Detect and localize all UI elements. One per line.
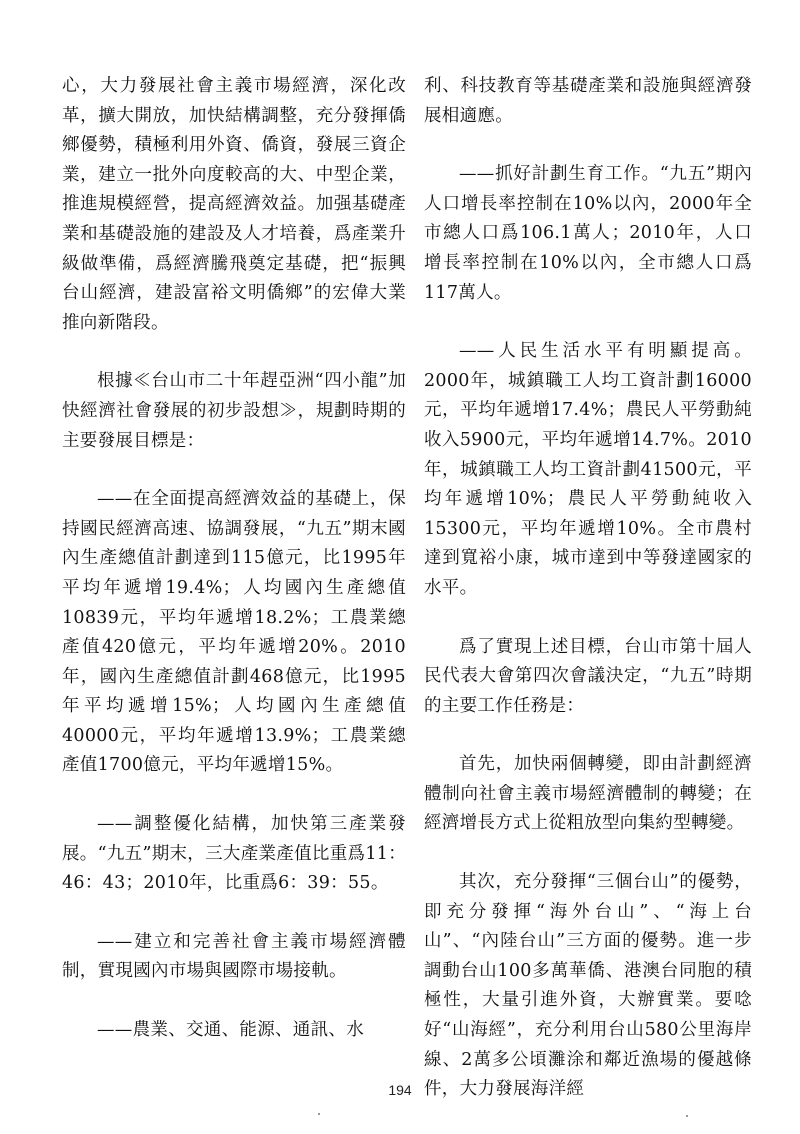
scan-speck	[318, 1113, 320, 1115]
paragraph-first-task: 首先，加快兩個轉變，即由計劃經濟體制向社會主義市場經濟體制的轉變；在經濟增長方式上從粗放型向集約型轉變。	[424, 754, 752, 834]
paragraph-structure: ——調整優化結構，加快第三產業發展。“九五”期末，三大產業產值比重爲11：46：43；2010年，比重爲6：39：55。	[62, 814, 406, 894]
paragraph-targets-intro: 根據≪台山市二十年趕亞洲“四小龍”加快經濟社會發展的初步設想≫，規劃時期的主要發展目標是：	[62, 371, 406, 451]
paragraph-market-system: ——建立和完善社會主義市場經濟體制，實現國內市場與國際市場接軌。	[62, 931, 406, 982]
paragraph-tasks-intro: 爲了實現上述目標，台山市第十屆人民代表大會第四次會議決定，“九五”時期的主要工作任務是：	[424, 636, 752, 716]
paragraph-infrastructure-start: ——農業、交通、能源、通訊、水	[97, 1020, 364, 1041]
paragraph-continuation: 心，大力發展社會主義市場經濟，深化改革，擴大開放，加快結構調整，充分發揮僑鄉優勢，積極利用外資、僑資，發展三資企業，建立一批外向度較高的大、中型企業，推進規模經營，提高經濟效益。加强基礎產業和基礎設施的建設及人才培養，爲產業升級做準備，爲經濟騰飛奠定基礎，把“振興台山經濟，建設富裕文明僑鄉”的宏偉大業推向新階段。	[62, 76, 406, 333]
right-column	[424, 72, 752, 1134]
paragraph-infrastructure-end: 利、科技教育等基礎產業和設施與經濟發展相適應。	[424, 76, 752, 126]
paragraph-gdp-target: ——在全面提高經濟效益的基礎上，保持國民經濟高速、協調發展，“九五”期末國內生產總值計劃達到115億元，比1995年平均年遞增19.4%；人均國內生產總值10839元，平均年遞增18.2%；工農業總產值420億元，平均年遞增20%。2010年，國內生產總值計劃468億元，比1995年平均遞增15%；人均國內生產總值40000元，平均年遞增13.9%；工農業總產值1700億元，平均年遞增15%。	[62, 489, 406, 776]
paragraph-living-standard: ——人民生活水平有明顯提高。2000年，城鎮職工人均工資計劃16000元，平均年遞增17.4%；農民人平勞動純收入5900元，平均年遞增14.7%。2010年，城鎮職工人均工資計劃41500元，平均年遞增10%；農民人平勞動純收入15300元，平均年遞增10%。全市農村達到寬裕小康，城市達到中等發達國家的水平。	[424, 341, 752, 598]
paragraph-second-task: 其次，充分發揮“三個台山”的優勢，即充分發揮“海外台山”、“海上台山”、“內陸台山”三方面的優勢。進一步調動台山100多萬華僑、港澳台同胞的積極性，大量引進外資，大辦實業。要唸好“山海經”，充分利用台山580公里海岸線、2萬多公頃灘涂和鄰近漁場的優越條件，大力發展海洋經	[424, 872, 752, 1100]
paragraph-family-planning: ——抓好計劃生育工作。“九五”期內人口增長率控制在10%以內，2000年全市總人口爲106.1萬人；2010年，人口增長率控制在10%以內，全市總人口爲117萬人。	[424, 164, 752, 303]
left-column	[62, 72, 406, 1075]
page-number: 194	[388, 1082, 412, 1098]
scan-speck	[686, 1115, 688, 1117]
